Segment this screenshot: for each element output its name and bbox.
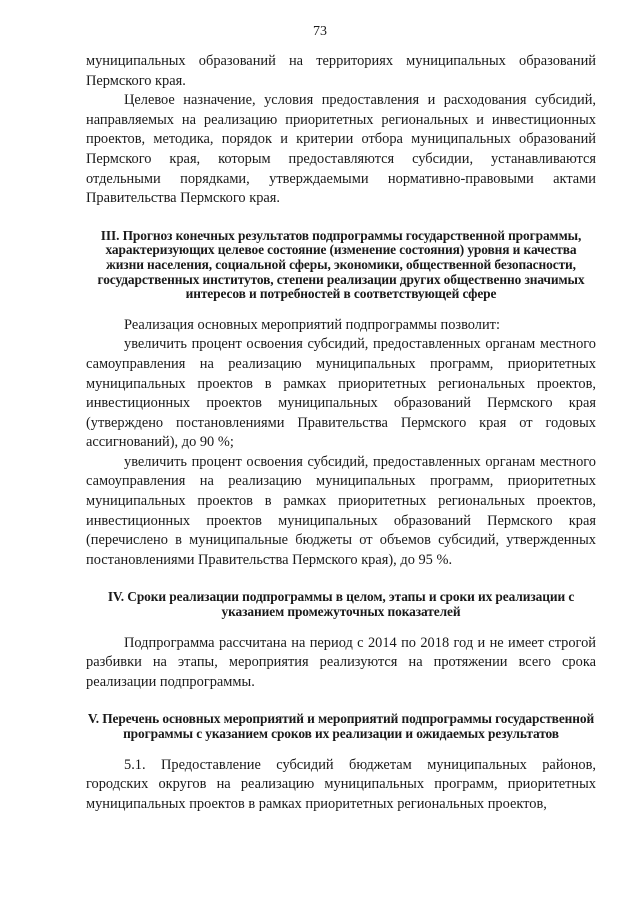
- paragraph-result-95: увеличить процент освоения субсидий, предоставленных органам местного самоуправления на реализацию муниципальных программ, приоритетных муниципальных проектов в рамках приоритетных региональных проектов, инвестиционных проектов муниципальных образований Пермского края (перечислено в муниципальные бюджеты от объемов субсидий, утвержденных постановлениями Правительства Пермского края), до 95 %.: [86, 453, 596, 568]
- paragraph-continuation: муниципальных образований на территориях муниципальных образований Пермского края.: [86, 53, 596, 89]
- paragraph-timeline: Подпрограмма рассчитана на период с 2014 по 2018 год и не имеет строгой разбивки на этапы, мероприятия реализуются на протяжении всего срока реализации подпрограммы.: [86, 634, 596, 690]
- paragraph-results-intro: Реализация основных мероприятий подпрограммы позволит:: [124, 316, 500, 333]
- section-heading-v: V. Перечень основных мероприятий и мероприятий подпрограммы государственной программы с указанием сроков их реализации и ожидаемых результатов: [87, 711, 595, 741]
- section-heading-iv: IV. Сроки реализации подпрограммы в целом, этапы и сроки их реализации с указанием промежуточных показателей: [107, 589, 575, 620]
- paragraph-item-5-1: 5.1. Предоставление субсидий бюджетам муниципальных районов, городских округов на реализацию муниципальных программ, приоритетных муниципальных проектов в рамках приоритетных региональных проектов,: [86, 756, 596, 812]
- section-heading-iii: III. Прогноз конечных результатов подпрограммы государственной программы, характеризующих целевое состояние (изменение состояния) уровня и качества жизни населения, социальной сферы, экономики, общественной безопасности, государственных институтов, степени реализации других общественно значимых интересов и потребностей в соответствующей сфере: [97, 227, 585, 302]
- document-body: [86, 52, 596, 814]
- paragraph-subsidy-purpose: Целевое назначение, условия предоставления и расходования субсидий, направляемых на реализацию приоритетных региональных и инвестиционных проектов, методика, порядок и критерии отбора муниципальных образований Пермского края, которым предоставляются субсидии, устанавливаются отдельными порядками, утверждаемыми нормативно-правовыми актами Правительства Пермского края.: [86, 92, 596, 207]
- page-number: 73: [313, 24, 327, 39]
- paragraph-result-90: увеличить процент освоения субсидий, предоставленных органам местного самоуправления на реализацию муниципальных программ, приоритетных муниципальных проектов в рамках приоритетных региональных проектов, инвестиционных проектов муниципальных образований Пермского края (утверждено постановлениями Правительства Пермского края от годовых ассигнований), до 90 %;: [86, 336, 596, 451]
